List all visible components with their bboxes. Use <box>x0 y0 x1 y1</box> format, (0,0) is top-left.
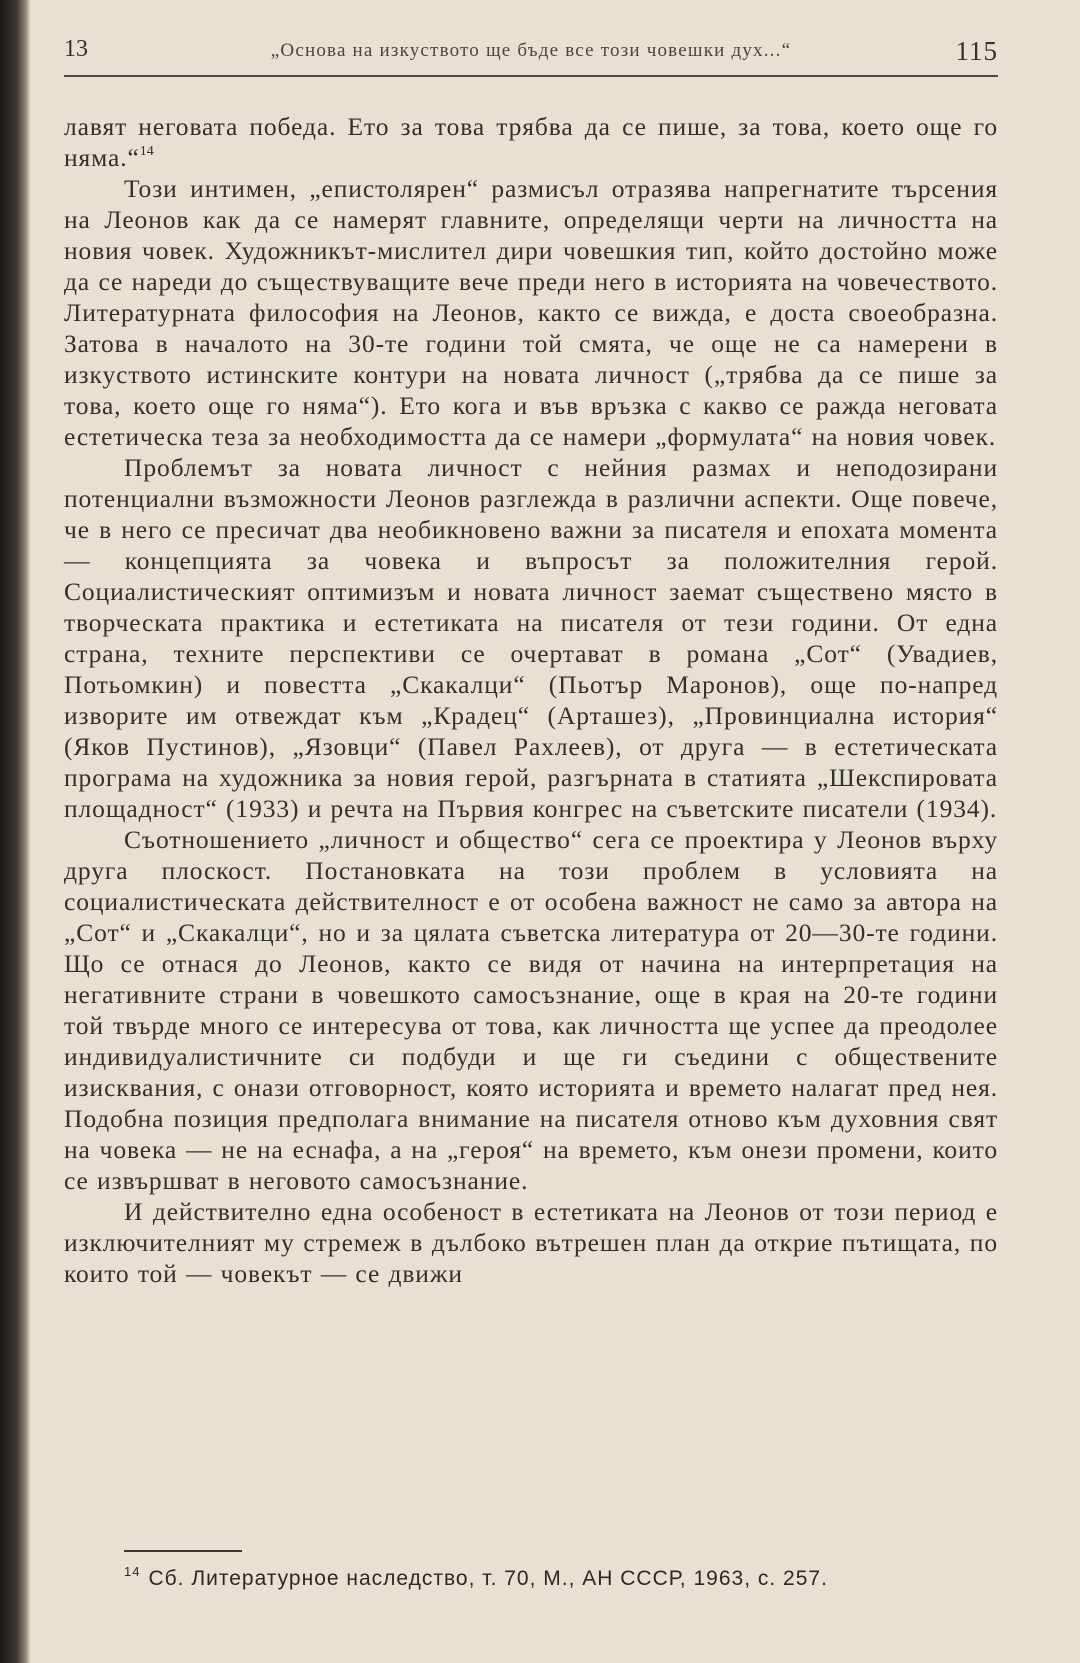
paragraph-1 <box>64 111 998 173</box>
book-page <box>64 0 998 1663</box>
footnote-number: 14 <box>124 1564 141 1579</box>
paragraph-2: Този интимен, „епистолярен“ размисъл отразява напрегнатите търсения на Леонов как да се намерят главните, определящи черти на личността на новия човек. Художникът-мислител дири човешкия тип, който достойно може да се нареди до съществуващите вече преди него в историята на човечеството. Литературната философия на Леонов, както се вижда, е доста своеобразна. Затова в началото на 30-те години той смята, че още не са намерени в изкуството истинските контури на новата личност („трябва да се пише за това, което още го няма“). Ето кога и във връзка с какво се ражда неговата естетическа теза за необходимостта да се намери „формулата“ на новия човек. <box>64 174 998 451</box>
footnote-rule <box>124 1550 242 1552</box>
paragraph-4: Съотношението „личност и общество“ сега се проектира у Леонов върху друга плоскост. Постановката на този проблем в условията на социалистическата действителност е от особена важност не само за автора на „Сот“ и „Скакалци“, но и за цялата съветска литература от 20—30-те години. Що се отнася до Леонов, както се видя от начина на интерпретация на негативните страни в човешкото самосъзнание, още в края на 20-те години той твърде много се интересува от това, как личността ще успее да преодолее индивидуалистичните си подбуди и ще ги съедини с обществените изисквания, с онази отговорност, която историята и времето налагат пред нея. Подобна позиция предполага внимание на писателя отново към духовния свят на човека — не на еснафа, а на „героя“ на времето, към онези промени, които се извършват в неговото самосъзнание. <box>64 825 998 1195</box>
paragraph-5: И действително една особеност в естетиката на Леонов от този период е изключителният му стремеж в дълбоко вътрешен план да открие пътищата, по които той — човекът — се движи <box>64 1197 998 1288</box>
paragraph-1-text: лавят неговата победа. Ето за това трябва да се пише, за това, което още го няма.“ <box>64 112 998 172</box>
footnote-ref: 14 <box>139 144 154 159</box>
running-title: „Основа на изкуството ще бъде все този човешки дух...“ <box>270 40 792 61</box>
book-spine-shadow <box>0 0 30 1663</box>
paragraph-3: Проблемът за новата личност с нейния размах и неподозирани потенциални възможности Леонов разглежда в различни аспекти. Още повече, че в него се пресичат два необикновено важни за писателя и епохата момента — концепцията за човека и въпросът за положителния герой. Социалистическият оптимизъм и новата личност заемат съществено място в творческата практика и естетиката на писателя от тези години. От една страна, техните перспективи се очертават в романа „Сот“ (Увадиев, Потьомкин) и повестта „Скакалци“ (Пьотър Маронов), още по-напред изворите им отвеждат към „Крадец“ (Арташез), „Провинциална история“ (Яков Пустинов), „Язовци“ (Павел Рахлеев), от друга — в естетическата програма на художника за новия герой, разгърната в статията „Шекспировата площадност“ (1933) и речта на Първия конгрес на съветските писатели (1934). <box>64 453 998 823</box>
footnote-text: Сб. Литературное наследство, т. 70, М., АН СССР, 1963, с. 257. <box>148 1567 828 1590</box>
header-rule <box>64 75 998 77</box>
chapter-number: 13 <box>64 36 88 62</box>
footnote <box>124 1565 998 1593</box>
running-header <box>64 36 998 70</box>
page-number: 115 <box>955 36 998 66</box>
body-text <box>64 111 998 1289</box>
